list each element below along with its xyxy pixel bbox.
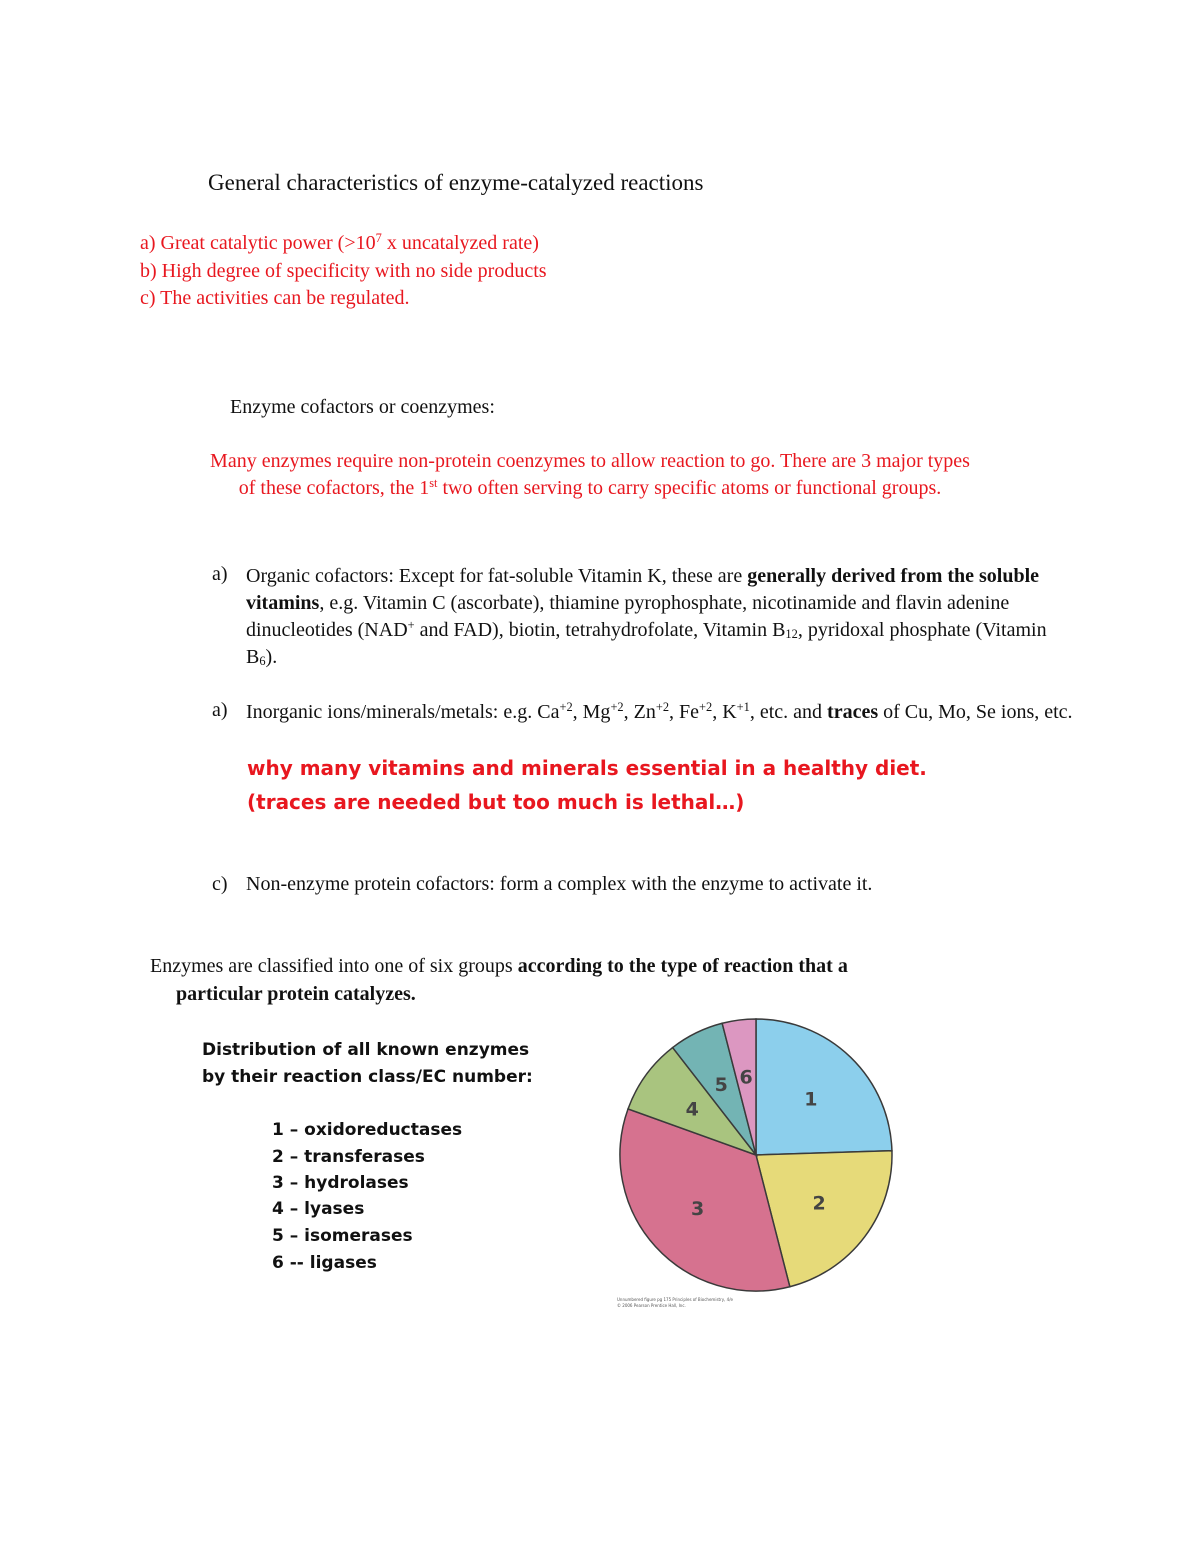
cofactors-intro-line1: Many enzymes require non-protein coenzymes to allow reaction to go. There are 3 major types bbox=[210, 450, 970, 472]
cofactors-heading: Enzyme cofactors or coenzymes: bbox=[230, 396, 495, 418]
legend-item-2: 2 – transferases bbox=[272, 1147, 425, 1167]
characteristic-c: c) The activities can be regulated. bbox=[140, 287, 410, 309]
pie-label-5: 5 bbox=[714, 1074, 728, 1097]
protein-cofactors: Non-enzyme protein cofactors: form a complex with the enzyme to activate it. bbox=[246, 873, 873, 895]
legend-title-line2: by their reaction class/EC number: bbox=[202, 1067, 533, 1087]
legend-title-line1: Distribution of all known enzymes bbox=[202, 1040, 530, 1060]
pie-label-1: 1 bbox=[804, 1088, 818, 1111]
pie-label-3: 3 bbox=[691, 1198, 705, 1221]
organic-cofactors: Organic cofactors: Except for fat-soluble Vitamin K, these are generally derived from the soluble vitamins, e.g. Vitamin C (ascorbate), thiamine pyrophosphate, nicotinamide and flavin adenine dinucleotides (NAD+ and FAD), biotin, tetrahydrofolate, Vitamin $B_{12}$, pyridoxal phosphate (Vitamin $B_6$). bbox=[246, 565, 1047, 668]
cofactors-intro-line2: of these cofactors, the 1st two often serving to carry specific atoms or functional groups. bbox=[238, 476, 942, 499]
inorganic-marker: a) bbox=[212, 699, 228, 721]
vitamins-note: why many vitamins and minerals essential in a healthy diet. bbox=[247, 756, 927, 780]
pie-label-6: 6 bbox=[739, 1066, 753, 1089]
classification-line2: particular protein catalyzes. bbox=[176, 983, 416, 1005]
classification-line1: Enzymes are classified into one of six groups according to the type of reaction that a bbox=[150, 955, 848, 977]
pie-slice-1 bbox=[756, 1019, 892, 1155]
legend-item-5: 5 – isomerases bbox=[272, 1226, 413, 1246]
legend-item-1: 1 – oxidoreductases bbox=[272, 1120, 463, 1140]
legend-item-6: 6 -- ligases bbox=[272, 1253, 377, 1273]
protein-marker: c) bbox=[212, 873, 228, 895]
legend-item-4: 4 – lyases bbox=[272, 1199, 365, 1219]
inorganic-cofactors: Inorganic ions/minerals/metals: e.g. $Ca^{+2}$, $Mg^{+2}$, $Zn^{+2}$, $Fe^{+2}$, $K^{+1}$, etc. and traces of Cu, Mo, Se ions, etc. bbox=[246, 700, 1073, 723]
pie-label-2: 2 bbox=[812, 1192, 826, 1215]
page-title: General characteristics of enzyme-catalyzed reactions bbox=[208, 170, 704, 195]
enzyme-distribution-pie-chart bbox=[600, 1010, 910, 1320]
chart-credit-line1: Unnumbered figure pg 175 Principles of Biochemistry, 4/e bbox=[617, 1297, 733, 1302]
organic-marker: a) bbox=[212, 563, 228, 585]
characteristic-a: a) Great catalytic power ($>10^7$ x uncatalyzed rate) bbox=[140, 231, 539, 254]
chart-credit-line2: © 2006 Pearson Prentice Hall, Inc. bbox=[617, 1303, 686, 1308]
traces-note: (traces are needed but too much is lethal…) bbox=[247, 790, 745, 814]
legend-item-3: 3 – hydrolases bbox=[272, 1173, 409, 1193]
pie-label-4: 4 bbox=[685, 1098, 699, 1121]
characteristic-b: b) High degree of specificity with no side products bbox=[140, 260, 547, 282]
